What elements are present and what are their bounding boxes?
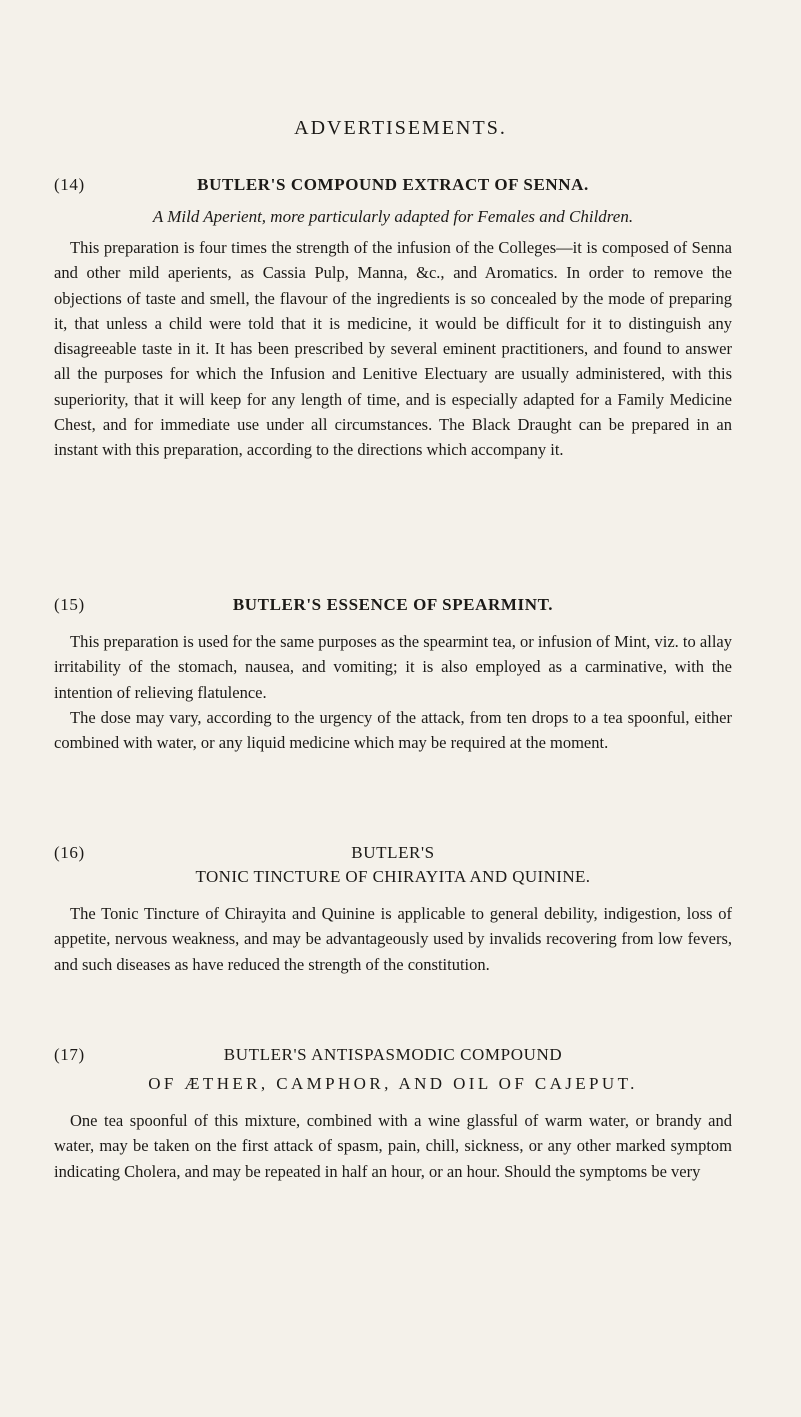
section-number: (17) [54,1045,85,1064]
section-number: (16) [54,843,85,862]
section-16 [54,843,732,977]
section-heading [54,1045,732,1069]
section-17 [54,1045,732,1184]
section-title: BUTLER'S ESSENCE OF SPEARMINT. [232,595,554,614]
section-paragraph: The Tonic Tincture of Chirayita and Quinine is applicable to general debility, indigestion, loss of appetite, nervous weakness, and may be advantageously used by invalids recovering from low fevers, and such diseases as have reduced the strength of the constitution. [54,904,732,974]
section-paragraph: This preparation is four times the strength of the infusion of the Colleges—it is composed of Senna and other mild aperients, as Cassia Pulp, Manna, &c., and Aromatics. In order to remove the objections of taste and smell, the flavour of the ingredients is so concealed by the mode of preparing it, that unless a child were told that it is medicine, it would be difficult for it to distinguish any disagreeable taste in it. It has been prescribed by several eminent practitioners, and found to answer all the purposes for which the Infusion and Lenitive Electuary are usually administered, with this superiority, that it will keep for any length of time, and is especially adapted for a Family Medicine Chest, and for immediate use under all circumstances. The Black Draught can be prepared in an instant with this preparation, according to the directions which accompany it. [54,238,732,460]
section-subtitle: A Mild Aperient, more particularly adapted for Females and Children. [152,207,634,226]
section-title-line-1: BUTLER'S [351,843,435,862]
section-14 [54,175,732,463]
section-heading [54,175,732,199]
section-title-line-1: BUTLER'S ANTISPASMODIC COMPOUND [223,1045,563,1064]
section-title-line-2: OF ÆTHER, CAMPHOR, AND OIL OF CAJEPUT. [148,1074,638,1093]
section-paragraph: The dose may vary, according to the urgency of the attack, from ten drops to a tea spoonful, either combined with water, or any liquid medicine which may be required at the moment. [54,707,732,753]
section-heading [54,843,732,867]
section-number: (14) [54,175,85,194]
section-number: (15) [54,595,85,614]
section-paragraph: This preparation is used for the same purposes as the spearmint tea, or infusion of Mint, viz. to allay irritability of the stomach, nausea, and vomiting; it is also employed as a carminative, with the intention of relieving flatulence. [54,632,732,702]
section-15 [54,595,732,755]
section-paragraph: One tea spoonful of this mixture, combined with a wine glassful of warm water, or brandy and water, may be taken on the first attack of spasm, pain, chill, sickness, or any other marked symptom indicating Cholera, and may be repeated in half an hour, or an hour. Should the symptoms be very [54,1111,732,1181]
section-title-line-2: TONIC TINCTURE OF CHIRAYITA AND QUININE. [195,867,591,886]
section-heading [54,595,732,619]
section-title: BUTLER'S COMPOUND EXTRACT OF SENNA. [197,175,589,194]
running-head: ADVERTISEMENTS. [294,117,507,139]
